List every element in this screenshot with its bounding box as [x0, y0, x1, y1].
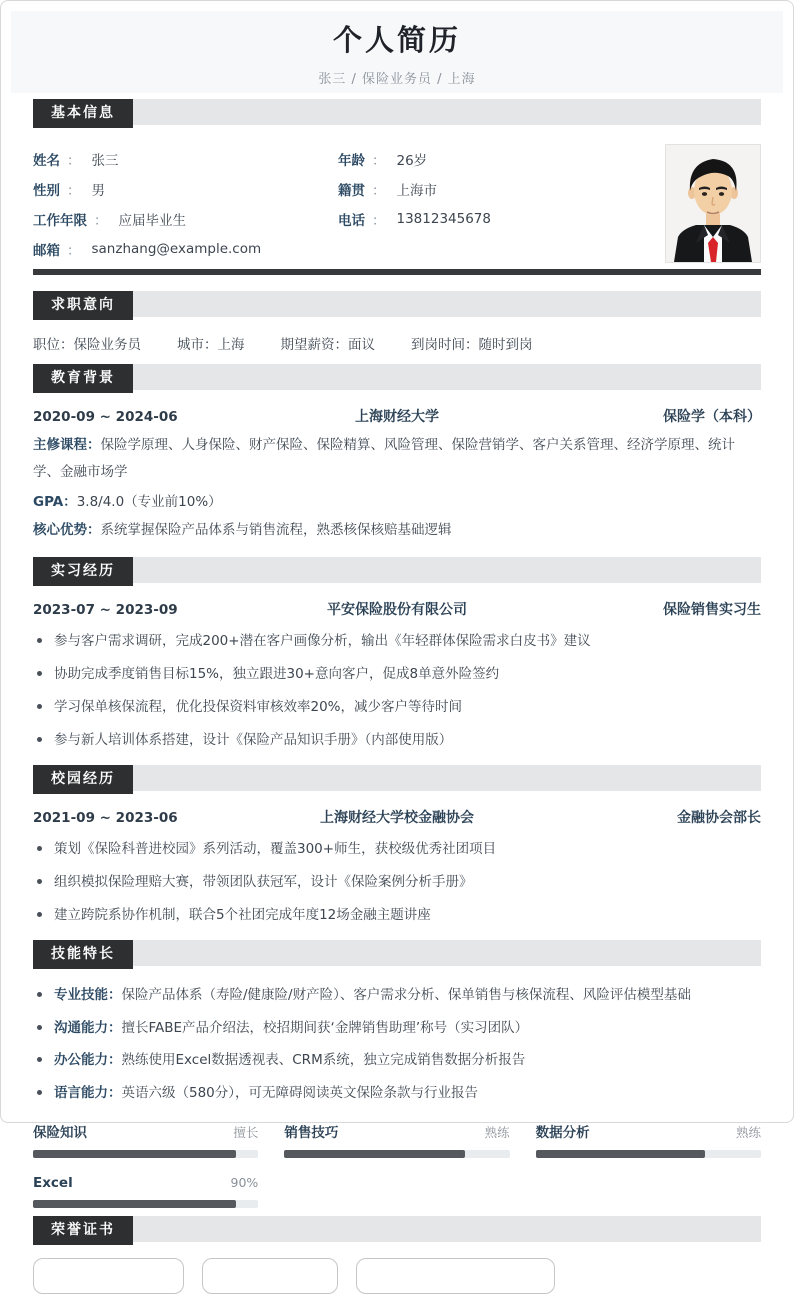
field-phone: 电话 ： 13812345678	[338, 211, 491, 229]
skills-bullets	[33, 985, 761, 1105]
skill-bars	[33, 1121, 761, 1208]
section-campus	[33, 765, 761, 794]
list-item: 语言能力：英语六级（580分），可无障碍阅读英文保险条款与行业报告	[33, 1083, 761, 1104]
section-bar	[33, 1216, 761, 1242]
section-bar	[33, 557, 761, 583]
section-title: 实习经历	[33, 557, 133, 586]
section-title: 求职意向	[33, 291, 133, 320]
basic-info-block	[33, 144, 761, 264]
education-header-row	[33, 406, 761, 426]
list-item: 策划《保险科普进校园》系列活动，覆盖300+师生，获校级优秀社团项目	[33, 839, 761, 860]
education-period: 2020-09 ~ 2024-06	[33, 409, 178, 425]
section-title: 技能特长	[33, 940, 133, 969]
intention-availability: 到岗时间：随时到岗	[411, 337, 533, 353]
honor-badge	[356, 1258, 555, 1294]
list-item: 沟通能力：擅长FABE产品介绍法，校招期间获‘金牌销售助理’称号（实习团队）	[33, 1018, 761, 1039]
section-title: 校园经历	[33, 765, 133, 794]
section-title: 基本信息	[33, 99, 133, 128]
section-bar	[33, 291, 761, 317]
progress-fill	[284, 1150, 464, 1158]
basic-info-right-col	[338, 144, 643, 264]
list-item: 学习保单核保流程，优化投保资料审核效率20%，减少客户等待时间	[33, 697, 761, 718]
bullet-icon	[37, 912, 42, 917]
intention-position: 职位：保险业务员	[33, 337, 141, 353]
field-gender: 性别 ： 男	[33, 183, 105, 199]
section-education	[33, 364, 761, 393]
job-intention-row	[33, 333, 761, 353]
list-item: 协助完成季度销售目标15%，独立跟进30+意向客户，促成8单意外险签约	[33, 664, 761, 685]
advantage-label: 核心优势：	[33, 521, 101, 538]
campus-period: 2021-09 ~ 2023-06	[33, 809, 178, 826]
resume-header	[11, 11, 783, 93]
section-internship	[33, 557, 761, 586]
skill-bar-excel: Excel 90%	[33, 1175, 258, 1208]
courses-label: 主修课程：	[33, 437, 101, 453]
section-bar	[33, 940, 761, 966]
progress-track	[284, 1150, 509, 1158]
field-name: 姓名 ： 张三	[33, 153, 119, 169]
education-degree: 保险学（本科）	[663, 409, 761, 425]
section-honors	[33, 1216, 761, 1245]
progress-fill	[536, 1150, 705, 1158]
profile-photo	[665, 144, 761, 263]
campus-role: 金融协会部长	[677, 809, 761, 826]
internship-bullets	[33, 631, 761, 751]
bullet-icon	[37, 879, 42, 884]
bullet-icon	[37, 737, 42, 742]
education-gpa: GPA：3.8/4.0（专业前10%）	[33, 494, 222, 510]
page-subtitle: 张三 / 保险业务员 / 上海	[318, 71, 476, 87]
field-work-years: 工作年限 ： 应届毕业生	[33, 213, 186, 229]
section-basic-info	[33, 99, 761, 128]
internship-role: 保险销售实习生	[663, 602, 761, 619]
section-skills	[33, 940, 761, 969]
section-divider	[33, 269, 761, 275]
intention-salary: 期望薪资：面议	[280, 337, 375, 353]
section-title: 荣誉证书	[33, 1216, 133, 1245]
campus-organization: 上海财经大学校金融协会	[320, 809, 474, 826]
skill-bar-insurance: 保险知识 擅长	[33, 1121, 258, 1158]
bullet-icon	[37, 992, 42, 997]
field-hometown: 籍贯 ： 上海市	[338, 183, 437, 199]
intention-city: 城市：上海	[177, 337, 245, 353]
section-bar	[33, 99, 761, 125]
campus-bullets	[33, 839, 761, 926]
section-bar	[33, 364, 761, 390]
bullet-icon	[37, 1090, 42, 1095]
bullet-icon	[37, 638, 42, 643]
bullet-icon	[37, 671, 42, 676]
list-item: 参与客户需求调研，完成200+潜在客户画像分析，输出《年轻群体保险需求白皮书》建议	[33, 631, 761, 652]
section-job-intention	[33, 291, 761, 320]
progress-track	[536, 1150, 761, 1158]
list-item: 建立跨院系协作机制，联合5个社团完成年度12场金融主题讲座	[33, 905, 761, 926]
bullet-icon	[37, 704, 42, 709]
education-advantage: 核心优势：系统掌握保险产品体系与销售流程，熟悉核保核赔基础逻辑	[33, 521, 452, 538]
list-item: 办公能力：熟练使用Excel数据透视表、CRM系统，独立完成销售数据分析报告	[33, 1050, 761, 1071]
honor-badge	[33, 1258, 184, 1294]
field-age: 年龄 ： 26岁	[338, 153, 428, 169]
section-bar	[33, 765, 761, 791]
list-item: 参与新人培训体系搭建，设计《保险产品知识手册》（内部使用版）	[33, 730, 761, 751]
education-courses: 主修课程：保险学原理、人身保险、财产保险、保险精算、风险管理、保险营销学、客户关系管理、经济学原理、统计学、金融市场学	[33, 437, 735, 480]
internship-header-row	[33, 599, 761, 619]
internship-company: 平安保险股份有限公司	[327, 602, 467, 619]
section-title: 教育背景	[33, 364, 133, 393]
basic-info-left-col	[33, 144, 338, 264]
internship-period: 2023-07 ~ 2023-09	[33, 602, 178, 619]
skill-bar-data-analysis: 数据分析 熟练	[536, 1121, 761, 1158]
list-item: 专业技能：保险产品体系（寿险/健康险/财产险）、客户需求分析、保单销售与核保流程、风险评估模型基础	[33, 985, 761, 1006]
list-item: 组织模拟保险理赔大赛，带领团队获冠军，设计《保险案例分析手册》	[33, 872, 761, 893]
progress-fill	[33, 1150, 236, 1158]
bullet-icon	[37, 846, 42, 851]
skill-bar-sales: 销售技巧 熟练	[284, 1121, 509, 1158]
honor-badge	[202, 1258, 338, 1294]
page-title: 个人简历	[332, 22, 461, 57]
education-school: 上海财经大学	[355, 409, 439, 425]
field-email: 邮箱 ： sanzhang@example.com	[33, 241, 262, 259]
progress-track	[33, 1150, 258, 1158]
gpa-label: GPA：	[33, 494, 77, 510]
campus-header-row	[33, 807, 761, 827]
progress-fill	[33, 1200, 236, 1208]
bullet-icon	[37, 1025, 42, 1030]
honor-badges	[33, 1258, 761, 1294]
progress-track	[33, 1200, 258, 1208]
bullet-icon	[37, 1057, 42, 1062]
